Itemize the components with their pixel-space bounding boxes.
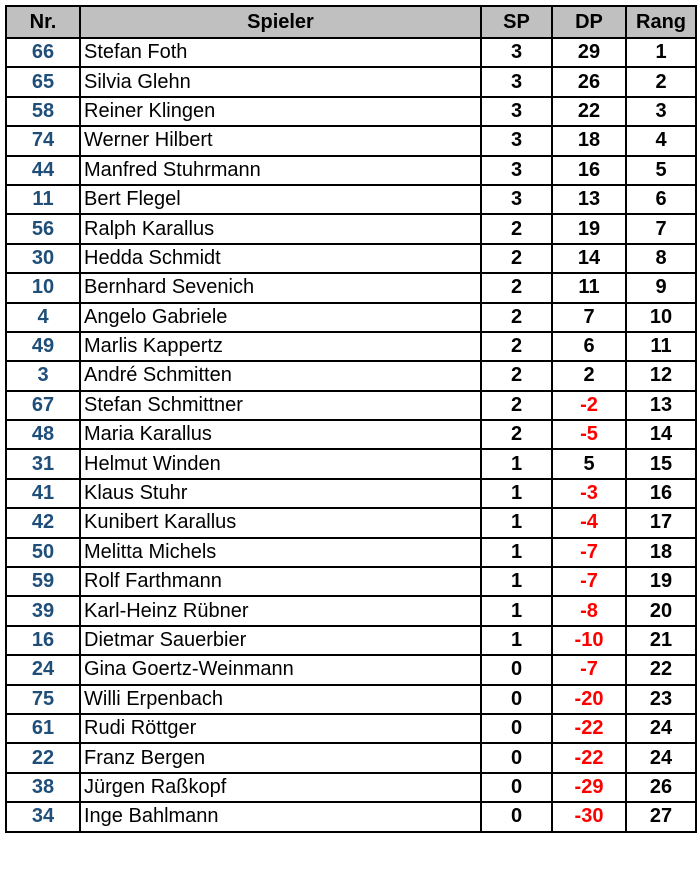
table-row bbox=[6, 714, 696, 743]
player-number: 56 bbox=[6, 214, 80, 243]
player-number: 39 bbox=[6, 596, 80, 625]
rank-value: 3 bbox=[626, 97, 696, 126]
player-name: Willi Erpenbach bbox=[80, 685, 481, 714]
rank-value: 14 bbox=[626, 420, 696, 449]
dp-value: 29 bbox=[552, 38, 626, 67]
rank-value: 16 bbox=[626, 479, 696, 508]
table-row bbox=[6, 802, 696, 831]
player-name: Melitta Michels bbox=[80, 538, 481, 567]
table-row bbox=[6, 244, 696, 273]
dp-value: 16 bbox=[552, 156, 626, 185]
dp-value: -29 bbox=[552, 773, 626, 802]
player-name: Helmut Winden bbox=[80, 449, 481, 478]
dp-value: 22 bbox=[552, 97, 626, 126]
rank-value: 5 bbox=[626, 156, 696, 185]
dp-value: 14 bbox=[552, 244, 626, 273]
table-row bbox=[6, 567, 696, 596]
dp-value: -30 bbox=[552, 802, 626, 831]
sp-value: 1 bbox=[481, 626, 552, 655]
table-body bbox=[6, 38, 696, 832]
table-row bbox=[6, 655, 696, 684]
table-row bbox=[6, 214, 696, 243]
player-number: 34 bbox=[6, 802, 80, 831]
sp-value: 3 bbox=[481, 185, 552, 214]
dp-value: -20 bbox=[552, 685, 626, 714]
dp-value: -22 bbox=[552, 714, 626, 743]
player-name: Dietmar Sauerbier bbox=[80, 626, 481, 655]
table-row bbox=[6, 685, 696, 714]
rank-value: 17 bbox=[626, 508, 696, 537]
rank-value: 21 bbox=[626, 626, 696, 655]
dp-value: -4 bbox=[552, 508, 626, 537]
table-row bbox=[6, 303, 696, 332]
table-row bbox=[6, 332, 696, 361]
player-name: Werner Hilbert bbox=[80, 126, 481, 155]
sp-value: 3 bbox=[481, 67, 552, 96]
sp-value: 0 bbox=[481, 802, 552, 831]
dp-value: 19 bbox=[552, 214, 626, 243]
table-row bbox=[6, 743, 696, 772]
rank-value: 2 bbox=[626, 67, 696, 96]
sp-value: 1 bbox=[481, 479, 552, 508]
dp-value: -7 bbox=[552, 655, 626, 684]
player-number: 74 bbox=[6, 126, 80, 155]
dp-value: 26 bbox=[552, 67, 626, 96]
table-row bbox=[6, 126, 696, 155]
table-row bbox=[6, 420, 696, 449]
sp-value: 1 bbox=[481, 596, 552, 625]
sp-value: 3 bbox=[481, 126, 552, 155]
header-sp: SP bbox=[481, 6, 552, 38]
player-name: Bernhard Sevenich bbox=[80, 273, 481, 302]
rank-value: 24 bbox=[626, 714, 696, 743]
sp-value: 1 bbox=[481, 449, 552, 478]
dp-value: -8 bbox=[552, 596, 626, 625]
player-number: 50 bbox=[6, 538, 80, 567]
sp-value: 2 bbox=[481, 244, 552, 273]
rank-value: 4 bbox=[626, 126, 696, 155]
sp-value: 2 bbox=[481, 214, 552, 243]
rank-value: 20 bbox=[626, 596, 696, 625]
table-row bbox=[6, 361, 696, 390]
dp-value: -7 bbox=[552, 538, 626, 567]
player-name: Stefan Schmittner bbox=[80, 391, 481, 420]
player-name: Kunibert Karallus bbox=[80, 508, 481, 537]
sp-value: 0 bbox=[481, 655, 552, 684]
table-row bbox=[6, 67, 696, 96]
rank-value: 15 bbox=[626, 449, 696, 478]
table-row bbox=[6, 273, 696, 302]
rank-value: 19 bbox=[626, 567, 696, 596]
sp-value: 3 bbox=[481, 156, 552, 185]
table-header bbox=[6, 6, 696, 38]
player-name: Manfred Stuhrmann bbox=[80, 156, 481, 185]
player-name: Bert Flegel bbox=[80, 185, 481, 214]
player-number: 49 bbox=[6, 332, 80, 361]
player-name: Karl-Heinz Rübner bbox=[80, 596, 481, 625]
player-number: 22 bbox=[6, 743, 80, 772]
sp-value: 0 bbox=[481, 714, 552, 743]
player-name: Ralph Karallus bbox=[80, 214, 481, 243]
sp-value: 2 bbox=[481, 273, 552, 302]
dp-value: 2 bbox=[552, 361, 626, 390]
rank-value: 22 bbox=[626, 655, 696, 684]
table-row bbox=[6, 185, 696, 214]
rank-value: 12 bbox=[626, 361, 696, 390]
sp-value: 2 bbox=[481, 332, 552, 361]
rank-value: 23 bbox=[626, 685, 696, 714]
table-row bbox=[6, 479, 696, 508]
rank-value: 8 bbox=[626, 244, 696, 273]
player-number: 11 bbox=[6, 185, 80, 214]
dp-value: -10 bbox=[552, 626, 626, 655]
player-number: 31 bbox=[6, 449, 80, 478]
dp-value: 11 bbox=[552, 273, 626, 302]
player-name: Silvia Glehn bbox=[80, 67, 481, 96]
player-number: 66 bbox=[6, 38, 80, 67]
standings-table-container bbox=[5, 5, 697, 833]
player-number: 30 bbox=[6, 244, 80, 273]
header-rang: Rang bbox=[626, 6, 696, 38]
table-row bbox=[6, 773, 696, 802]
header-spieler: Spieler bbox=[80, 6, 481, 38]
rank-value: 24 bbox=[626, 743, 696, 772]
table-row bbox=[6, 626, 696, 655]
player-number: 3 bbox=[6, 361, 80, 390]
player-number: 24 bbox=[6, 655, 80, 684]
player-name: Franz Bergen bbox=[80, 743, 481, 772]
rank-value: 11 bbox=[626, 332, 696, 361]
player-number: 42 bbox=[6, 508, 80, 537]
sp-value: 0 bbox=[481, 743, 552, 772]
player-number: 10 bbox=[6, 273, 80, 302]
player-name: Inge Bahlmann bbox=[80, 802, 481, 831]
player-number: 59 bbox=[6, 567, 80, 596]
sp-value: 2 bbox=[481, 420, 552, 449]
header-dp: DP bbox=[552, 6, 626, 38]
rank-value: 10 bbox=[626, 303, 696, 332]
player-number: 16 bbox=[6, 626, 80, 655]
rank-value: 18 bbox=[626, 538, 696, 567]
sp-value: 2 bbox=[481, 361, 552, 390]
player-name: Jürgen Raßkopf bbox=[80, 773, 481, 802]
player-name: Reiner Klingen bbox=[80, 97, 481, 126]
rank-value: 9 bbox=[626, 273, 696, 302]
rank-value: 1 bbox=[626, 38, 696, 67]
table-row bbox=[6, 508, 696, 537]
dp-value: 7 bbox=[552, 303, 626, 332]
player-name: André Schmitten bbox=[80, 361, 481, 390]
sp-value: 0 bbox=[481, 773, 552, 802]
table-row bbox=[6, 391, 696, 420]
dp-value: 5 bbox=[552, 449, 626, 478]
player-name: Rudi Röttger bbox=[80, 714, 481, 743]
player-number: 65 bbox=[6, 67, 80, 96]
player-number: 67 bbox=[6, 391, 80, 420]
dp-value: -22 bbox=[552, 743, 626, 772]
player-number: 58 bbox=[6, 97, 80, 126]
dp-value: -3 bbox=[552, 479, 626, 508]
dp-value: -5 bbox=[552, 420, 626, 449]
player-number: 44 bbox=[6, 156, 80, 185]
player-name: Rolf Farthmann bbox=[80, 567, 481, 596]
player-number: 61 bbox=[6, 714, 80, 743]
dp-value: -2 bbox=[552, 391, 626, 420]
dp-value: 6 bbox=[552, 332, 626, 361]
sp-value: 2 bbox=[481, 391, 552, 420]
dp-value: -7 bbox=[552, 567, 626, 596]
dp-value: 18 bbox=[552, 126, 626, 155]
standings-table bbox=[5, 5, 697, 833]
player-name: Hedda Schmidt bbox=[80, 244, 481, 273]
player-name: Klaus Stuhr bbox=[80, 479, 481, 508]
sp-value: 3 bbox=[481, 38, 552, 67]
table-row bbox=[6, 596, 696, 625]
player-name: Marlis Kappertz bbox=[80, 332, 481, 361]
rank-value: 6 bbox=[626, 185, 696, 214]
player-number: 4 bbox=[6, 303, 80, 332]
table-row bbox=[6, 538, 696, 567]
header-nr: Nr. bbox=[6, 6, 80, 38]
sp-value: 3 bbox=[481, 97, 552, 126]
table-row bbox=[6, 156, 696, 185]
player-name: Angelo Gabriele bbox=[80, 303, 481, 332]
table-row bbox=[6, 97, 696, 126]
sp-value: 2 bbox=[481, 303, 552, 332]
player-name: Gina Goertz-Weinmann bbox=[80, 655, 481, 684]
player-name: Maria Karallus bbox=[80, 420, 481, 449]
rank-value: 27 bbox=[626, 802, 696, 831]
player-number: 38 bbox=[6, 773, 80, 802]
player-number: 48 bbox=[6, 420, 80, 449]
rank-value: 26 bbox=[626, 773, 696, 802]
sp-value: 1 bbox=[481, 567, 552, 596]
player-number: 41 bbox=[6, 479, 80, 508]
rank-value: 13 bbox=[626, 391, 696, 420]
sp-value: 0 bbox=[481, 685, 552, 714]
dp-value: 13 bbox=[552, 185, 626, 214]
sp-value: 1 bbox=[481, 508, 552, 537]
header-row bbox=[6, 6, 696, 38]
player-name: Stefan Foth bbox=[80, 38, 481, 67]
sp-value: 1 bbox=[481, 538, 552, 567]
table-row bbox=[6, 38, 696, 67]
player-number: 75 bbox=[6, 685, 80, 714]
table-row bbox=[6, 449, 696, 478]
rank-value: 7 bbox=[626, 214, 696, 243]
